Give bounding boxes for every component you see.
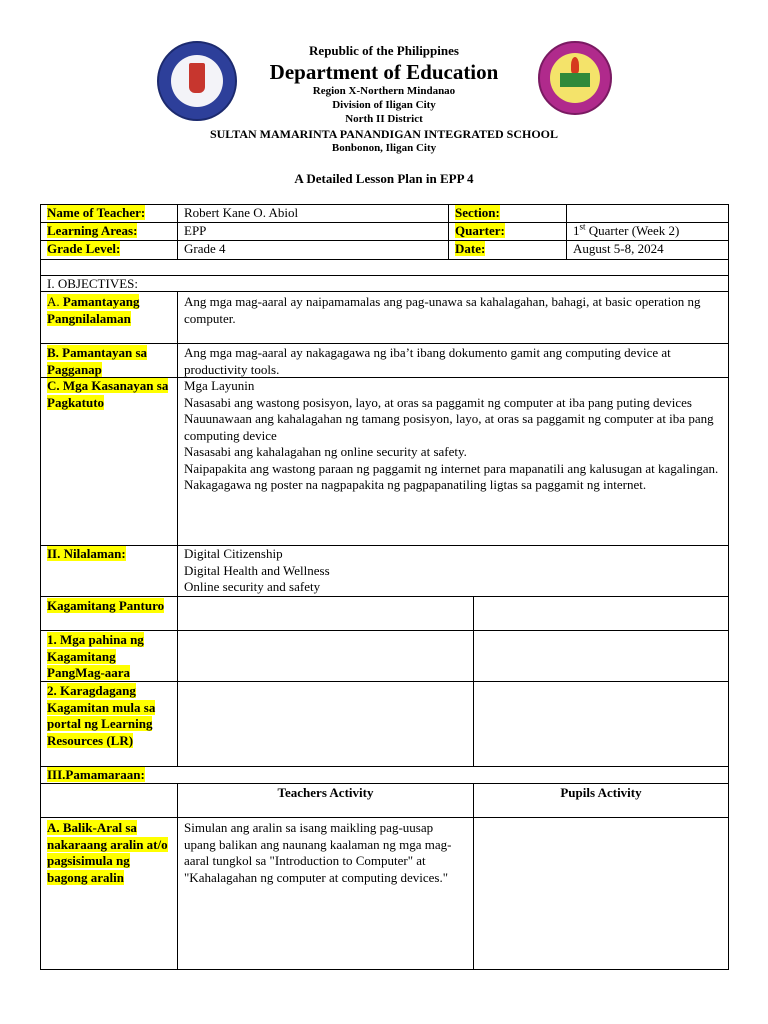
- section-label-cell: Section:: [448, 204, 567, 223]
- teacher-label-cell: Name of Teacher:: [40, 204, 178, 223]
- quarter-value-cell: 1st Quarter (Week 2): [566, 222, 729, 241]
- blank-row: [40, 259, 729, 276]
- procedure-a-teacher-text: Simulan ang aralin sa isang maikling pag-uusap upang balikan ang naunang kaalaman ng mga mag-aaral tungkol sa "Introduction to Computer" at "Kahalagahan ng computer at computing devices.": [184, 820, 452, 885]
- objectives-heading: I. OBJECTIVES:: [47, 276, 138, 291]
- date-label-cell: Date:: [448, 240, 567, 260]
- region-heading: Region X-Northern Mindanao: [312, 85, 456, 97]
- section-value-cell: [566, 204, 729, 223]
- objective-a-label-cell: A. Pamantayang Pangnilalaman: [40, 291, 178, 344]
- objective-b-text: Ang mga mag-aaral ay nakagagawa ng iba’t ibang dokumento gamit ang computing device at productivity tools.: [184, 345, 671, 377]
- areas-value-cell: [177, 222, 449, 241]
- materials-teacher-cell: [177, 596, 474, 631]
- objective-a-text-cell: [177, 291, 729, 344]
- procedure-a-teacher-cell: [177, 817, 474, 970]
- materials-item1-teacher-cell: [177, 630, 474, 682]
- content-text-cell: [177, 545, 729, 597]
- lesson-plan-title: A Detailed Lesson Plan in EPP 4: [294, 171, 474, 186]
- procedure-header-blank-cell: [40, 783, 178, 818]
- objective-c-line: Naipapakita ang wastong paraan ng paggamit ng internet para mapanatili ang kalusugan at kagalingan.: [184, 460, 719, 476]
- date-value-cell: [566, 240, 729, 260]
- teacher-value-cell: [177, 204, 449, 223]
- procedure-heading-row: [40, 766, 729, 784]
- content-label-cell: II. Nilalaman:: [40, 545, 178, 597]
- division-heading: Division of Iligan City: [332, 99, 436, 111]
- objective-a-text: Ang mga mag-aaral ay naipamamalas ang pag-unawa sa kahalagahan, bahagi, at basic operation ng computer.: [184, 294, 701, 326]
- objective-c-line: Mga Layunin: [184, 378, 255, 393]
- grade-level: Grade 4: [184, 241, 226, 256]
- materials-label-cell: Kagamitang Panturo: [40, 596, 178, 631]
- objectives-heading-row: [40, 275, 729, 292]
- lesson-date: August 5-8, 2024: [573, 241, 664, 256]
- procedure-a-label-cell: A. Balik-Aral sa nakaraang aralin at/o pagsisimula ng bagong aralin: [40, 817, 178, 970]
- content-line: Online security and safety: [184, 579, 321, 594]
- grade-label-cell: Grade Level:: [40, 240, 178, 260]
- materials-pupil-cell: [473, 596, 729, 631]
- materials-item1-pupil-cell: [473, 630, 729, 682]
- grade-value-cell: [177, 240, 449, 260]
- objective-c-line: Nakagagawa ng poster na nagpapakita ng pagpapanatiling ligtas sa paggamit ng internet.: [184, 477, 647, 492]
- areas-label-cell: Learning Areas:: [40, 222, 178, 241]
- materials-item2-teacher-cell: [177, 681, 474, 767]
- school-heading: SULTAN MAMARINTA PANANDIGAN INTEGRATED SCHOOL: [209, 127, 559, 141]
- objective-c-label-cell: C. Mga Kasanayan sa Pagkatuto: [40, 377, 178, 546]
- procedure-a-pupil-cell: [473, 817, 729, 970]
- materials-item1-label-cell: 1. Mga pahina ng Kagamitang PangMag-aara: [40, 630, 178, 682]
- learning-area: EPP: [184, 223, 207, 238]
- objective-c-text-cell: [177, 377, 729, 546]
- materials-item2-label-cell: 2. Karagdagang Kagamitan mula sa portal ng Learning Resources (LR): [40, 681, 178, 767]
- content-line: Digital Citizenship: [184, 546, 283, 561]
- address-heading: Bonbonon, Iligan City: [331, 142, 437, 154]
- pupils-activity-header: Pupils Activity: [473, 783, 729, 818]
- teacher-name: Robert Kane O. Abiol: [184, 205, 299, 220]
- objective-c-line: Nasasabi ang kahalagahan ng online security at safety.: [184, 444, 467, 459]
- materials-item2-pupil-cell: [473, 681, 729, 767]
- procedure-heading: III.Pamamaraan:: [47, 767, 145, 782]
- teachers-activity-header: Teachers Activity: [177, 783, 474, 818]
- objective-b-label-cell: B. Pamantayan sa Pagganap: [40, 343, 178, 378]
- department-heading: Department of Education: [269, 60, 499, 84]
- objective-c-line: Nauunawaan ang kahalagahan ng tamang posisyon, layo, at oras sa paggamit ng computer at iba pang computing device: [184, 411, 714, 443]
- district-heading: North II District: [345, 113, 423, 125]
- quarter-label-cell: Quarter:: [448, 222, 567, 241]
- content-line: Digital Health and Wellness: [184, 562, 330, 578]
- republic-heading: Republic of the Philippines: [309, 43, 459, 58]
- objective-c-line: Nasasabi ang wastong posisyon, layo, at oras sa paggamit ng computer at iba pang puting devices: [184, 394, 692, 410]
- objective-b-text-cell: [177, 343, 729, 378]
